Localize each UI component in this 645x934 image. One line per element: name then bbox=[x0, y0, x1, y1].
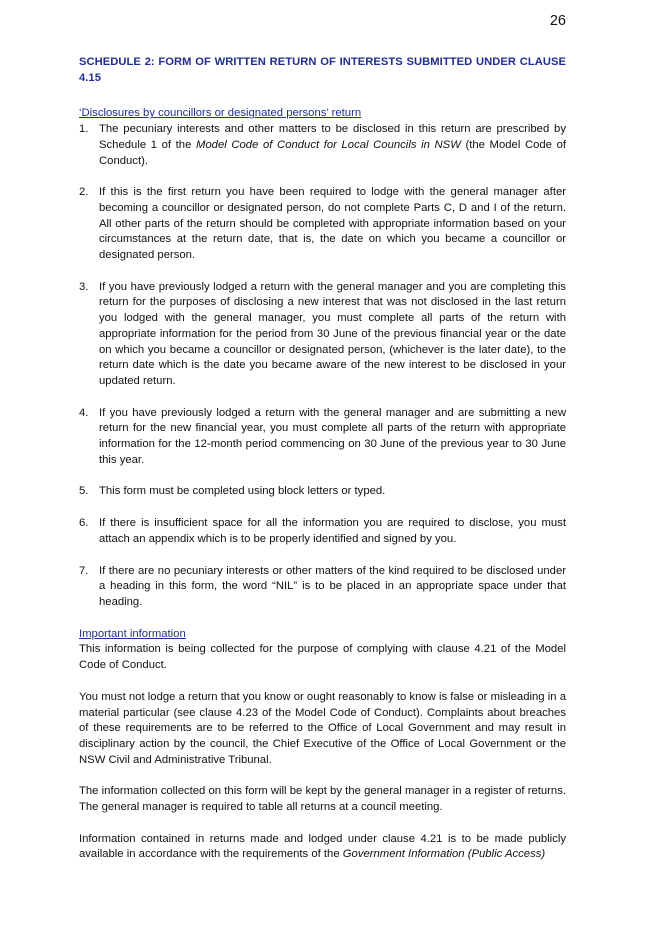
instructions-list bbox=[79, 122, 566, 611]
schedule-title: SCHEDULE 2: FORM OF WRITTEN RETURN OF INTERESTS SUBMITTED UNDER CLAUSE 4.15 bbox=[79, 56, 566, 84]
code-of-conduct-title: Model Code of Conduct for Local Councils in NSW bbox=[195, 138, 461, 151]
important-paragraph: This information is being collected for the purpose of complying with clause 4.21 of the Model Code of Conduct. bbox=[79, 643, 566, 672]
item-text: If you have previously lodged a return with the general manager and are submitting a new return for the new financial year, you must complete all parts of the return with appropriate information for the 12-month period commencing on 30 June of the previous year to 30 June this year. bbox=[99, 406, 566, 466]
list-item bbox=[79, 406, 566, 469]
item-number: 7. bbox=[79, 564, 89, 577]
item-number: 1. bbox=[79, 123, 89, 136]
list-item bbox=[79, 484, 566, 500]
list-item bbox=[79, 122, 566, 169]
item-text: This form must be completed using block letters or typed. bbox=[99, 485, 386, 498]
page-number: 26 bbox=[549, 13, 566, 29]
item-number: 2. bbox=[79, 186, 89, 199]
important-heading: Important information bbox=[79, 627, 186, 640]
item-number: 5. bbox=[79, 485, 89, 498]
item-number: 4. bbox=[79, 406, 89, 419]
list-item bbox=[79, 280, 566, 390]
item-number: 6. bbox=[79, 517, 89, 530]
item-text bbox=[99, 122, 566, 169]
item-text: If there are no pecuniary interests or other matters of the kind required to be disclosed under a heading in this form, the word “NIL” is to be placed in an appropriate space under that heading. bbox=[99, 564, 566, 608]
list-item bbox=[79, 185, 566, 264]
act-title: Government Information (Public Access) bbox=[342, 848, 546, 861]
item-text: If there is insufficient space for all the information you are required to disclose, you must attach an appendix which is to be properly identified and signed by you. bbox=[99, 517, 566, 545]
item-text-part: (the Model Code of Conduct). bbox=[99, 138, 566, 167]
item-text-part: The pecuniary interests and other matters to be disclosed in this return are prescribed by Schedule 1 of the bbox=[99, 123, 566, 151]
item-text: If this is the first return you have been required to lodge with the general manager after becoming a councillor or designated person, do not complete Parts C, D and I of the return. All other parts of the return should be completed with appropriate information based on your circumstances at the return date, that is, the date on which you became a councillor or designated person. bbox=[99, 186, 566, 262]
document-body bbox=[79, 55, 566, 879]
important-paragraph bbox=[79, 832, 566, 863]
important-paragraph: You must not lodge a return that you know or ought reasonably to know is false or misleading in a material particular (see clause 4.23 of the Model Code of Conduct). Complaints about breaches of these requirements are to be referred to the Office of Local Government and may result in disciplinary action by the council, the Chief Executive of the Office of Local Government or the NSW Civil and Administrative Tribunal. bbox=[79, 690, 566, 766]
important-paragraph: The information collected on this form will be kept by the general manager in a register of returns. The general manager is required to table all returns at a council meeting. bbox=[79, 785, 566, 814]
item-text: If you have previously lodged a return with the general manager and you are completing this return for the purposes of disclosing a new interest that was not disclosed in the last return you lodged with the general manager, you must complete all parts of the return with appropriate information for the period from 30 June of the previous financial year or the date on which you became a councillor or designated person, (whichever is the later date), to the return date which is the date you became aware of the new interest to be disclosed in your updated return. bbox=[99, 280, 566, 387]
list-item bbox=[79, 564, 566, 611]
disclosures-heading: ‘Disclosures by councillors or designated persons’ return bbox=[79, 107, 362, 120]
item-number: 3. bbox=[79, 280, 89, 293]
list-item bbox=[79, 516, 566, 547]
paragraph-text-part: Information contained in returns made and lodged under clause 4.21 is to be made publicly available in accordance with the requirements of the bbox=[79, 832, 566, 861]
